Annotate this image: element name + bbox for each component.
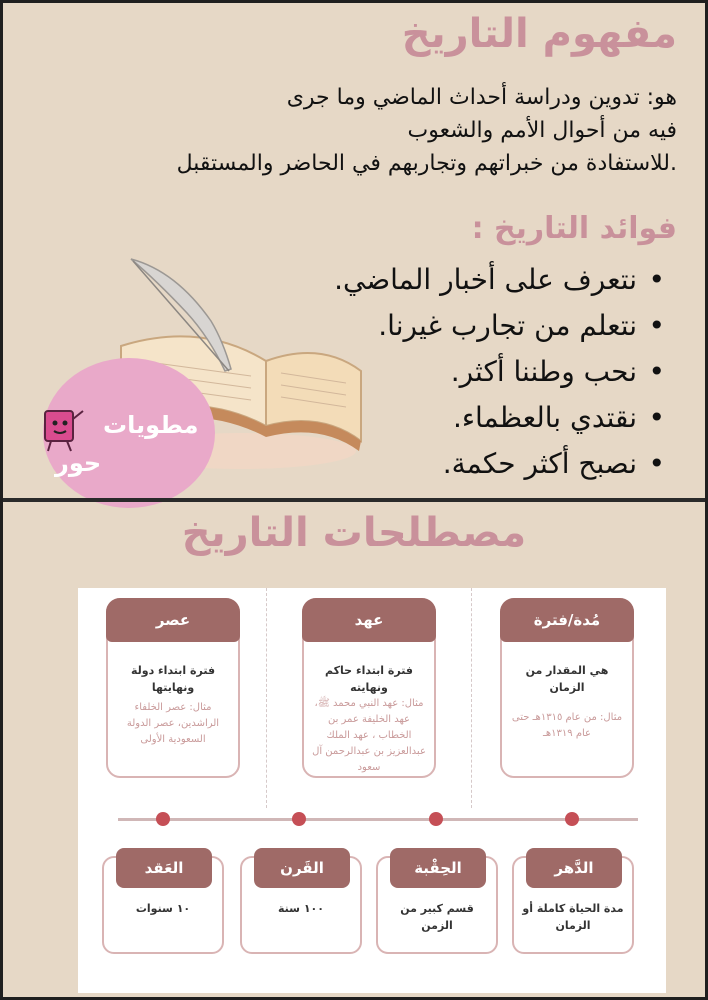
term-card-description: ١٠ سنوات (135, 902, 191, 915)
term-card (500, 598, 634, 778)
benefit-item: • نحب وطننا أكثر. (334, 349, 665, 395)
term-card-label: العَقد (116, 848, 212, 888)
benefits-list (334, 257, 665, 487)
definition-line: فيه من أحوال الأمم والشعوب (407, 118, 677, 143)
term-card-description: مدة الحياة كاملة أو الزمان (522, 902, 624, 932)
term-card-small (240, 856, 362, 954)
term-card-label: الحِقْبة (390, 848, 486, 888)
logo-text: مطويات (103, 411, 199, 439)
column-separator (471, 588, 472, 808)
benefit-item: • نتعلم من تجارب غيرنا. (334, 303, 665, 349)
term-card-label: القَرن (254, 848, 350, 888)
term-card-example: مثال: من عام ١٣١٥هـ حتى عام ١٣١٩هـ (511, 712, 623, 739)
definition-text (27, 81, 677, 180)
column-separator (266, 588, 267, 808)
term-card-small (102, 856, 224, 954)
book-mascot-icon (33, 401, 87, 455)
term-card-label: عهد (302, 598, 436, 642)
history-concept-section (3, 3, 705, 498)
timeline-line (118, 818, 638, 821)
timeline-dot (292, 812, 306, 826)
definition-line: .للاستفادة من خبراتهم وتجاربهم في الحاضر والمستقبل (176, 151, 677, 176)
term-card (302, 598, 436, 778)
benefit-item: • نصبح أكثر حكمة. (334, 441, 665, 487)
term-card (106, 598, 240, 778)
benefit-item: • نتعرف على أخبار الماضي. (334, 257, 665, 303)
timeline-dot (565, 812, 579, 826)
timeline-dot (429, 812, 443, 826)
definition-line: هو: تدوين ودراسة أحداث الماضي وما جرى (286, 85, 677, 110)
term-card-label: الدَّهر (526, 848, 622, 888)
term-card-description: قسم كبير من الزمن (400, 902, 474, 932)
term-card-example: مثال: عصر الخلفاء الراشدين، عصر الدولة السعودية الأولى (126, 702, 220, 745)
term-card-example: مثال: عهد النبي محمد ﷺ، عهد الخليفة عمر بن الخطاب ، عهد الملك عبدالعزيز بن عبدالرحمن آل سعود (312, 698, 426, 773)
term-card-small (376, 856, 498, 954)
benefit-item: • نقتدي بالعظماء. (334, 395, 665, 441)
timeline-dot (156, 812, 170, 826)
benefits-title: فوائد التاريخ : (471, 211, 677, 246)
term-card-description: هي المقدار من الزمان (525, 664, 609, 694)
term-card-description: فترة ابتداء حاكم ونهايته (325, 664, 413, 694)
term-card-description: فترة ابتداء دولة ونهايتها (130, 664, 216, 694)
logo-text: حور (55, 449, 102, 477)
terms-panel (78, 588, 666, 993)
history-terms-section (3, 502, 705, 997)
term-card-small (512, 856, 634, 954)
terms-title: مصطلحات التاريخ (181, 510, 527, 556)
page-title: مفهوم التاريخ (401, 11, 677, 57)
term-card-label: مُدة/فترة (500, 598, 634, 642)
term-card-description: ١٠٠ سنة (278, 902, 324, 915)
term-card-label: عصر (106, 598, 240, 642)
